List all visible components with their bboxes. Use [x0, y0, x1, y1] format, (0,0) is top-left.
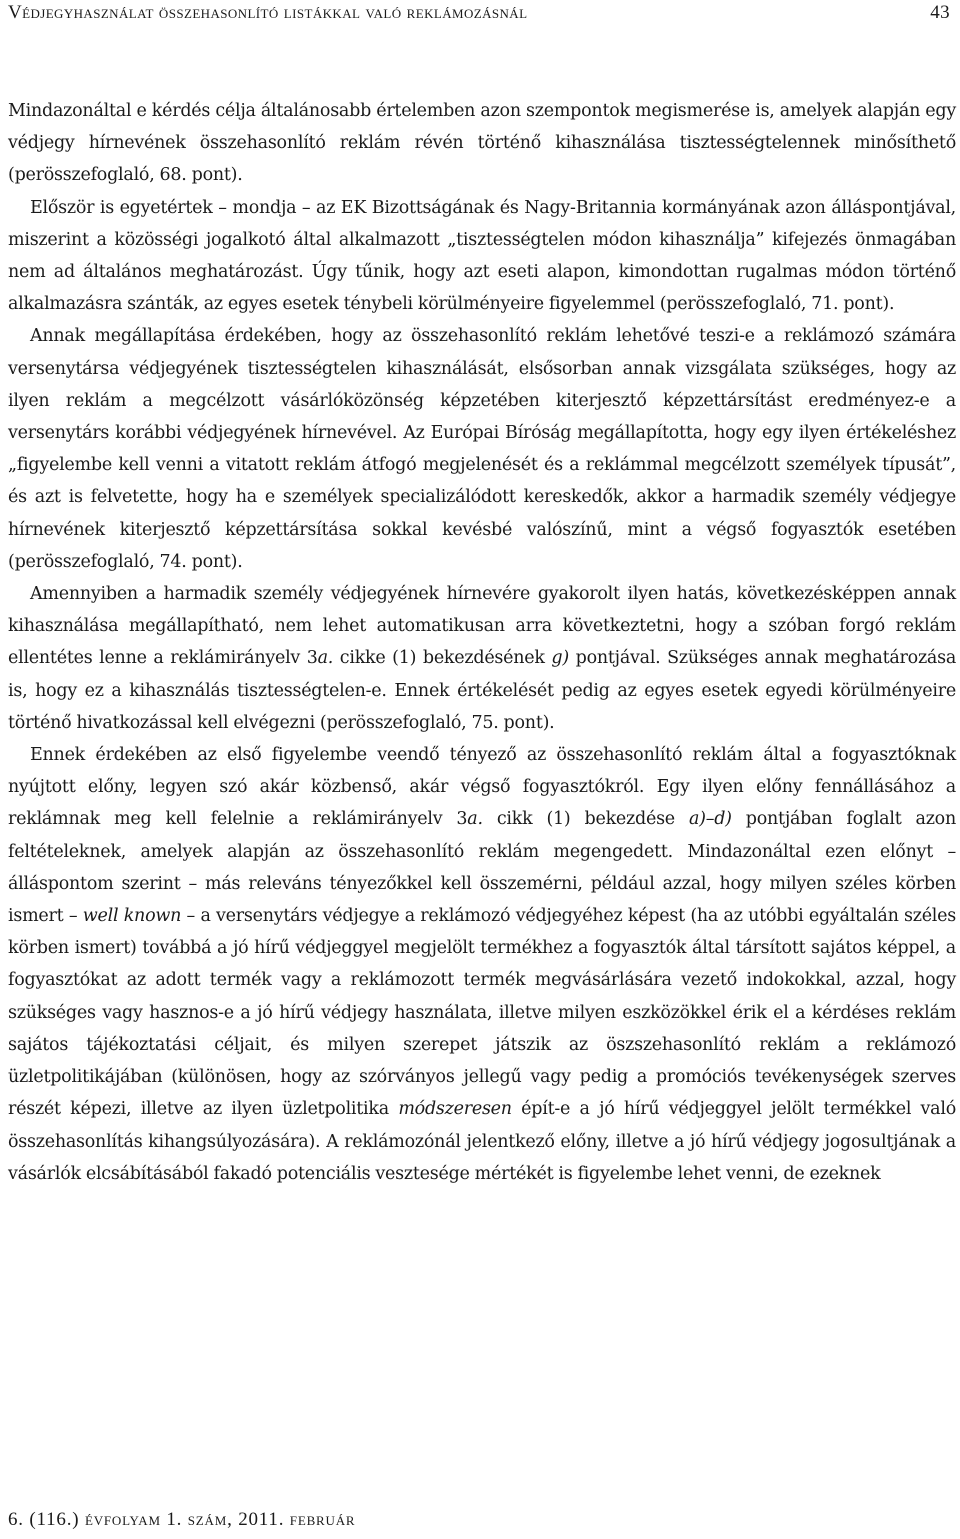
italic-text-segment: módszeresen [398, 1099, 512, 1120]
italic-text-segment: g) [551, 648, 569, 669]
text-segment: cikke (1) bekezdésének [333, 648, 552, 669]
text-segment: Annak megállapítása érdekében, hogy az összehasonlító reklám lehetővé teszi-e a reklámozó számára versenytársa védjegyének tisztességtelen kihasználását, elsősorban annak vizsgálata szükséges, hogy az ilyen reklám a megcélzott vásárlóközönség képzetében kiterjesztő képzettársítást eredményez-e a versenytárs korábbi védjegyének hírnevével. Az Európai Bíróság megállapította, hogy egy ilyen értékeléshez „figyelembe kell venni a vitatott reklám átfogó megjelenését és a reklámmal megcélzott személyek típusát”, és azt is felvetette, hogy ha e személyek specializálódott kereskedők, akkor a harmadik személy védjegye hírnevének kiterjesztő képzettársítása sokkal kevésbé valószínű, mint a végső fogyasztók esetében (perösszefoglaló, 74. pont). [8, 326, 956, 572]
text-segment: pontjával. Szükséges annak meghatározása is, hogy ez a kihasználás tisztességtelen-e. Ennek értékelését pedig az egyes esetek egyedi körülményeire történő hivatkozással kell elvégezni (perösszefoglaló, 75. pont). [8, 648, 957, 733]
article-body [8, 95, 956, 1190]
text-segment: Először is egyetértek – mondja – az EK Bizottságának és Nagy-Britannia kormányának azon álláspontjával, miszerint a közösségi jogalkotó által alkalmazott „tisztességtelen módon kihasználja” kifejezés önmagában nem ad általános meghatározást. Úgy tűnik, hogy azt eseti alapon, kimondottan rugalmas módon történő alkalmazásra szánták, az egyes esetek ténybeli körülményeire figyelemmel (perösszefoglaló, 71. pont). [8, 197, 956, 315]
text-segment: Mindazonáltal e kérdés célja általánosabb értelemben azon szempontok megismerése is, amelyek alapján egy védjegy hírnevének összehasonlító reklám révén történő kihasználása tisztességtelennek minősíthető (perösszefoglaló, 68. pont). [8, 101, 956, 186]
text-segment: – a versenytárs védjegye a reklámozó védjegyéhez képest (ha az utóbbi egyáltalán széles körben ismert) továbbá a jó hírű védjeggyel megjelölt termékhez a fogyasztók által társított sajátos képpel, a fogyasztókat az adott termék vagy a reklámozott termék megvásárlására vezető indokokkal, azzal, hogy szükséges vagy hasznos-e a jó hírű védjegy használata, illetve milyen eszközökkel érik el a kérdéses reklám sajátos tájékoztatási céljait, és milyen szerepet játszik az öszszehasonlító reklám a reklámozó üzletpolitikájában (különösen, hogy az szórványos jellegű vagy pedig a promóciós tevékenységek szerves részét képezi, illetve az ilyen üzletpolitika [8, 906, 956, 1120]
page-number: 43 [930, 2, 950, 23]
paragraph [8, 320, 956, 578]
italic-text-segment: a. [317, 648, 334, 669]
issue-footer: 6. (116.) évfolyam 1. szám, 2011. február [8, 1509, 356, 1530]
italic-text-segment: well known [82, 906, 182, 927]
text-segment: Amennyiben a harmadik személy védjegyének hírnevére gyakorolt ilyen hatás, következésképpen annak kihasználása megállapítható, nem lehet automatikusan arra következtetni, hogy a szóban forgó reklám ellentétes lenne a reklámirányelv 3 [8, 584, 956, 669]
paragraph [8, 739, 956, 1190]
text-segment: épít-e a jó hírű védjeggyel jelölt termékkel való összehasonlítás kihangsúlyozására). A reklámozónál jelentkező előny, illetve a jó hírű védjegy jogosultjának a vásárlók elcsábításából fakadó potenciális vesztesége mértékét is figyelembe lehet venni, de ezeknek [8, 1099, 957, 1184]
text-segment: Ennek érdekében az első figyelembe veendő tényező az összehasonlító reklám által a fogyasztóknak nyújtott előny, legyen szó akár közbenső, akár végső fogyasztókról. Egy ilyen előny fennállásához a reklámnak meg kell felelnie a reklámirányelv 3 [8, 745, 956, 830]
running-head-title: Védjegyhasználat összehasonlító listákkal való reklámozásnál [8, 2, 528, 23]
paragraph [8, 95, 956, 192]
italic-text-segment: a. [467, 809, 483, 830]
text-segment: cikk (1) bekezdése [482, 809, 689, 830]
paragraph [8, 578, 956, 739]
italic-text-segment: a)–d) [688, 809, 732, 830]
running-head [8, 2, 956, 24]
text-segment: pontjában foglalt azon feltételeknek, amelyek alapján az összehasonlító reklám megengedett. Mindazonáltal ezen előnyt – álláspontom szerint – más releváns tényezőkkel kell összemérni, például azzal, hogy milyen széles körben ismert – [8, 809, 956, 927]
paragraph [8, 192, 956, 321]
